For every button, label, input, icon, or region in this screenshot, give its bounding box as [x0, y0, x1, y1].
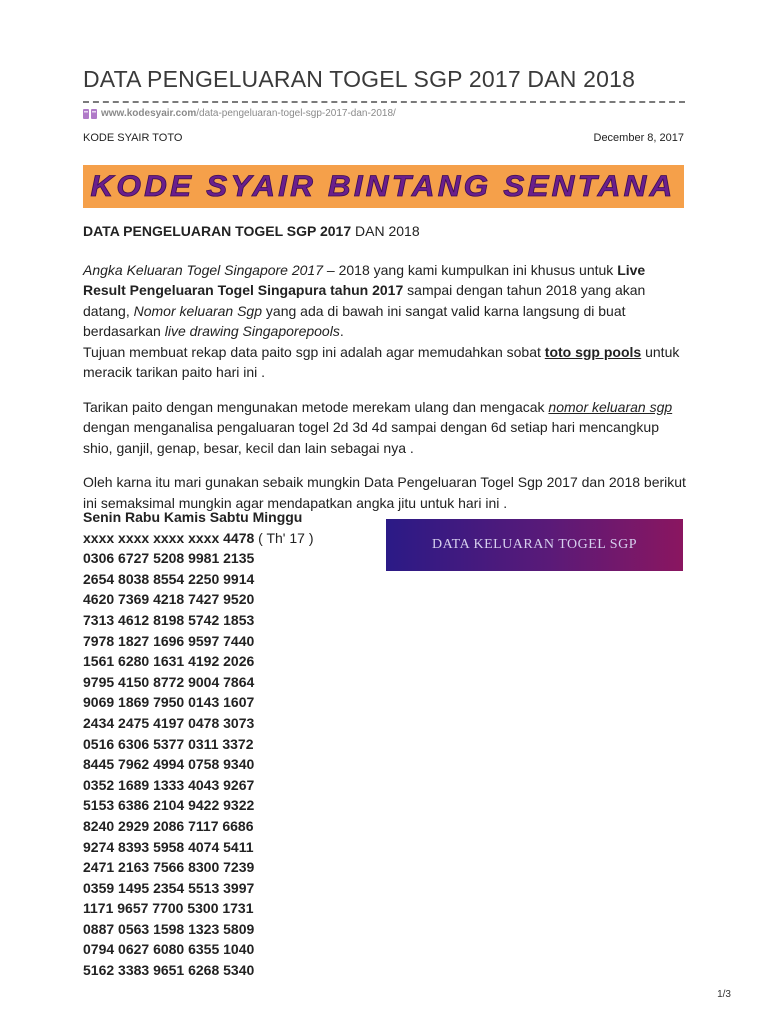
table-row: 7313 4612 8198 5742 1853 [83, 611, 255, 628]
table-row: 9274 8393 5958 4074 5411 [83, 838, 254, 855]
site-favicon-icon [83, 109, 98, 119]
table-row: 1561 6280 1631 4192 2026 [83, 653, 255, 670]
nomor-keluaran-sgp-link[interactable]: nomor keluaran sgp [548, 398, 673, 415]
table-row: 0306 6727 5208 9981 2135 [83, 550, 255, 567]
closing-paragraph: Oleh karna itu mari gunakan sebaik mungkin Data Pengeluaran Togel Sgp 2017 dan 2018 berikut ini semaksimal mungkin agar mendapatkan angka jitu untuk hari ini . [83, 474, 686, 511]
table-row: 7978 1827 1696 9597 7440 [83, 632, 255, 649]
header-banner-image [83, 165, 684, 208]
table-row: 2434 2475 4197 0478 3073 [83, 714, 255, 731]
purpose-paragraph: Tujuan membuat rekap data paito sgp ini adalah agar memudahkan sobat toto sgp pools untuk meracik tarikan paito hari ini . [83, 343, 680, 380]
banner-text: KODE SYAIR BINTANG SENTANA [90, 170, 676, 203]
table-row: 8240 2929 2086 7117 6686 [83, 817, 254, 834]
table-header: Senin Rabu Kamis Sabtu Minggu [83, 509, 303, 525]
sgp-image-text: DATA KELUARAN TOGEL SGP [432, 537, 637, 552]
page-title: DATA PENGELUARAN TOGEL SGP 2017 DAN 2018 [83, 66, 636, 92]
toto-sgp-pools-link[interactable]: toto sgp pools [544, 343, 642, 360]
title-divider [83, 101, 685, 103]
source-url[interactable] [83, 108, 396, 119]
table-row: 0887 0563 1598 1323 5809 [83, 920, 255, 937]
table-row: 0359 1495 2354 5513 3997 [83, 879, 255, 896]
page-number: 1/3 [717, 989, 731, 1000]
url-path[interactable]: /data-pengeluaran-togel-sgp-2017-dan-2018/ [196, 108, 396, 119]
table-row: 9795 4150 8772 9004 7864 [83, 673, 255, 690]
article-heading: DATA PENGELUARAN TOGEL SGP 2017 DAN 2018 [83, 223, 420, 239]
table-row: 2654 8038 8554 2250 9914 [83, 570, 255, 587]
table-row: 2471 2163 7566 8300 7239 [83, 859, 255, 876]
table-row-first: xxxx xxxx xxxx xxxx 4478 ( Th' 17 ) [83, 529, 314, 546]
data-keluaran-sgp-image [386, 519, 683, 571]
table-row: 0352 1689 1333 4043 9267 [83, 776, 255, 793]
table-row: 5162 3383 9651 6268 5340 [83, 962, 255, 979]
table-row: 5153 6386 2104 9422 9322 [83, 797, 255, 814]
author-label: KODE SYAIR TOTO [83, 132, 183, 144]
table-row: 4620 7369 4218 7427 9520 [83, 591, 255, 608]
article-body [83, 221, 687, 513]
table-row: 0516 6306 5377 0311 3372 [83, 735, 254, 752]
table-row: 1171 9657 7700 5300 1731 [83, 900, 254, 917]
url-domain[interactable]: www.kodesyair.com [101, 108, 197, 119]
table-row: 8445 7962 4994 0758 9340 [83, 756, 255, 773]
method-paragraph: Tarikan paito dengan mengunakan metode merekam ulang dan mengacak nomor keluaran sgp dengan menganalisa pengaluaran togel 2d 3d 4d sampai dengan 6d setiap hari mencangkup shio, ganjil, genap, besar, kecil dan lain sebagai nya . [83, 398, 673, 456]
intro-paragraph: Angka Keluaran Togel Singapore 2017 – 2018 yang kami kumpulkan ini khusus untuk Live Result Pengeluaran Togel Singapura tahun 2017 sampai dengan tahun 2018 yang akan datang, Nomor keluaran Sgp yang ada di bawah ini sangat valid karna langsung di buat berdasarkan live drawing Singaporepools. [83, 261, 646, 339]
table-row: 9069 1869 7950 0143 1607 [83, 694, 255, 711]
table-row: 0794 0627 6080 6355 1040 [83, 941, 255, 958]
post-date: December 8, 2017 [593, 132, 684, 144]
results-table [83, 507, 383, 981]
